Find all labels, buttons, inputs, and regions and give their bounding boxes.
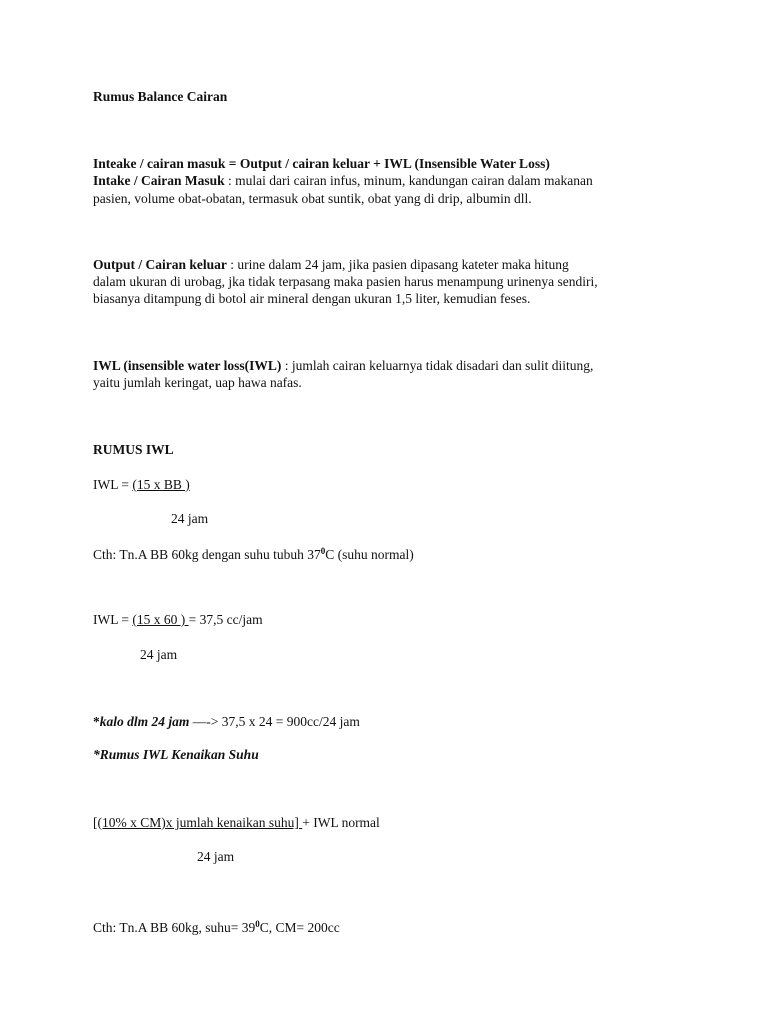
iwl-formula-denominator: 24 jam [171,511,209,526]
per-24-jam-line [93,713,360,730]
example-1-prefix: Cth: Tn.A BB 60kg dengan suhu tubuh 37 [93,547,321,562]
kenaikan-formula-denominator: 24 jam [197,849,235,864]
calc-1 [93,611,263,628]
main-balance-formula: Inteake / cairan masuk = Output / cairan keluar + IWL (Insensible Water Loss) [93,156,550,171]
calc-1-numerator: (15 x 60 ) [132,612,189,627]
output-line-2: dalam ukuran di urobag, jka tidak terpasang maka pasien harus menampung urinenya sendiri, [93,274,598,289]
calc-1-result: = 37,5 cc/jam [188,612,263,627]
per-24-text: —-> 37,5 x 24 = 900cc/24 jam [192,714,360,729]
iwl-definition-label: IWL (insensible water loss(IWL) [93,358,282,373]
rumus-iwl-heading: RUMUS IWL [93,442,174,457]
intake-line-1 [93,172,593,189]
output-line-1 [93,256,569,273]
kenaikan-formula-numerator: [(10% x CM)x jumlah kenaikan suhu] [93,815,303,830]
example-1-suffix: C (suhu normal) [325,547,414,562]
iwl-definition-line-1 [93,357,593,374]
output-text-1: : urine dalam 24 jam, jika pasien dipasang kateter maka hitung [226,257,569,272]
kenaikan-formula [93,814,380,831]
example-1 [93,543,414,563]
intake-line-2: pasien, volume obat-obatan, termasuk obat suntik, obat yang di drip, albumin dll. [93,191,532,206]
iwl-definition-line-2: yaitu jumlah keringat, uap hawa nafas. [93,375,302,390]
kenaikan-formula-suffix: + IWL normal [302,815,380,830]
calc-1-denominator: 24 jam [140,647,178,662]
output-label: Output / Cairan keluar [93,257,227,272]
intake-text-1: : mulai dari cairan infus, minum, kandungan cairan dalam makanan [224,173,593,188]
example-2 [93,916,340,936]
intake-label: Intake / Cairan Masuk [93,173,225,188]
output-line-3: biasanya ditampung di botol air mineral dengan ukuran 1,5 liter, kemudian feses. [93,291,531,306]
iwl-definition-text-1: : jumlah cairan keluarnya tidak disadari dan sulit diitung, [281,358,594,373]
example-2-suffix: C, CM= 200cc [259,920,340,935]
calc-1-prefix: IWL = [93,612,133,627]
iwl-formula [93,476,190,493]
example-2-degree: 0 [255,919,260,929]
iwl-formula-prefix: IWL = [93,477,133,492]
document-title: Rumus Balance Cairan [93,89,228,104]
example-1-degree: 0 [320,546,326,556]
per-24-label: kalo dlm 24 jam [99,714,193,729]
example-2-prefix: Cth: Tn.A BB 60kg, suhu= 39 [93,920,256,935]
kenaikan-suhu-heading: *Rumus IWL Kenaikan Suhu [93,747,259,762]
iwl-formula-numerator: (15 x BB ) [132,477,190,492]
per-24-star: * [93,714,100,729]
